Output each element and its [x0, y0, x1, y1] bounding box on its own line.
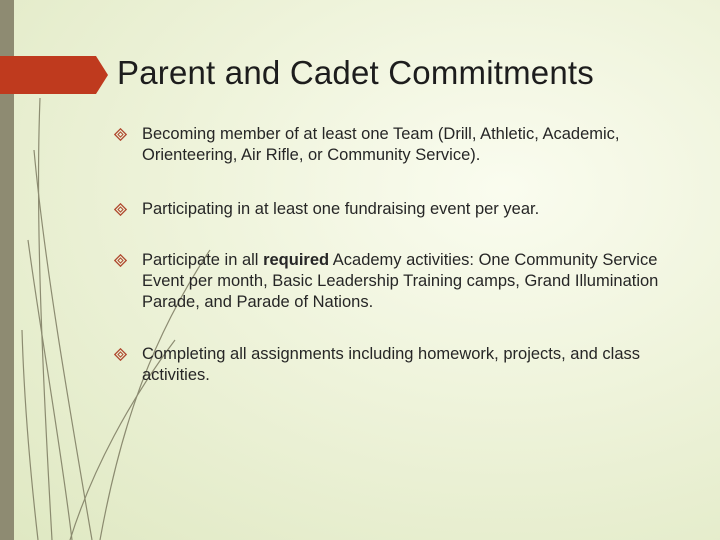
bullet-text-part: Participate in all	[142, 251, 264, 269]
slide-title: Parent and Cadet Commitments	[117, 54, 594, 91]
bullet-item	[114, 124, 689, 166]
bullet-text: Participating in at least one fundraising event per year.	[142, 200, 540, 218]
bullet-text-emphasis: required	[263, 251, 330, 269]
bullet-item	[114, 250, 689, 313]
bullet-item	[114, 344, 689, 386]
diamond-bullet-icon	[114, 254, 127, 267]
bullet-item	[114, 199, 689, 220]
diamond-bullet-icon	[114, 348, 127, 361]
bullet-text: Becoming member of at least one Team (Drill, Athletic, Academic, Orienteering, Air Rifle, or Community Service).	[142, 125, 620, 164]
title-accent-tab	[0, 56, 108, 94]
diamond-bullet-icon	[114, 203, 127, 216]
diamond-bullet-icon	[114, 128, 127, 141]
bullet-text-part: Academy activities: One Community Service Event per month, Basic Leadership Training camps, Grand Illumination Parade, and Parade of Nations.	[142, 251, 659, 311]
bullet-text	[142, 250, 689, 313]
bullet-text: Completing all assignments including homework, projects, and class activities.	[142, 345, 640, 384]
